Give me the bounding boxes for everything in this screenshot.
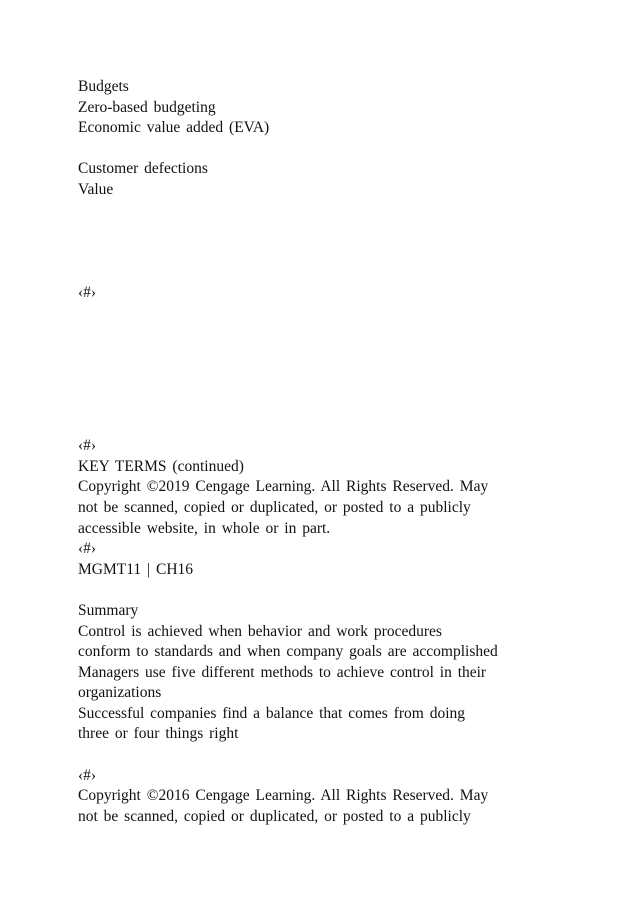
- slide-number-placeholder: ‹#›: [78, 540, 97, 558]
- blank-space: [78, 303, 578, 436]
- slide-number-placeholder: ‹#›: [78, 766, 97, 784]
- copyright-line: Copyright ©2019 Cengage Learning. All Rights Reserved. May: [78, 478, 489, 496]
- term-line: Zero-based budgeting: [78, 98, 216, 116]
- copyright-line: Copyright ©2016 Cengage Learning. All Rights Reserved. May: [78, 787, 489, 805]
- blank-line: [78, 745, 578, 766]
- term-line: Customer defections: [78, 160, 208, 178]
- slide-number-placeholder: ‹#›: [78, 437, 97, 455]
- summary-line: organizations: [78, 684, 162, 702]
- copyright-line: not be scanned, copied or duplicated, or posted to a publicly: [78, 498, 471, 516]
- slide-number-placeholder: ‹#›: [78, 283, 97, 301]
- blank-line: [78, 580, 578, 601]
- summary-line: Control is achieved when behavior and work procedures: [78, 622, 442, 640]
- summary-heading: Summary: [78, 601, 139, 619]
- summary-line: three or four things right: [78, 725, 239, 743]
- copyright-line: accessible website, in whole or in part.: [78, 519, 331, 537]
- summary-section: [78, 601, 578, 745]
- course-label: MGMT11 | CH16: [78, 560, 194, 578]
- blank-line: [78, 139, 578, 160]
- summary-line: conform to standards and when company goals are accomplished: [78, 643, 498, 661]
- section-heading: KEY TERMS (continued): [78, 457, 244, 475]
- summary-line: Successful companies find a balance that comes from doing: [78, 704, 466, 722]
- key-terms-block-2: [78, 159, 578, 200]
- copyright-notice: [78, 477, 578, 539]
- document-page: [78, 77, 578, 827]
- key-terms-block: [78, 77, 578, 139]
- copyright-line: not be scanned, copied or duplicated, or posted to a publicly: [78, 807, 471, 825]
- term-line: Economic value added (EVA): [78, 119, 270, 137]
- summary-line: Managers use five different methods to achieve control in their: [78, 663, 487, 681]
- copyright-notice-2: [78, 786, 578, 827]
- term-line: Value: [78, 180, 114, 198]
- term-line: Budgets: [78, 78, 129, 95]
- blank-space: [78, 201, 578, 283]
